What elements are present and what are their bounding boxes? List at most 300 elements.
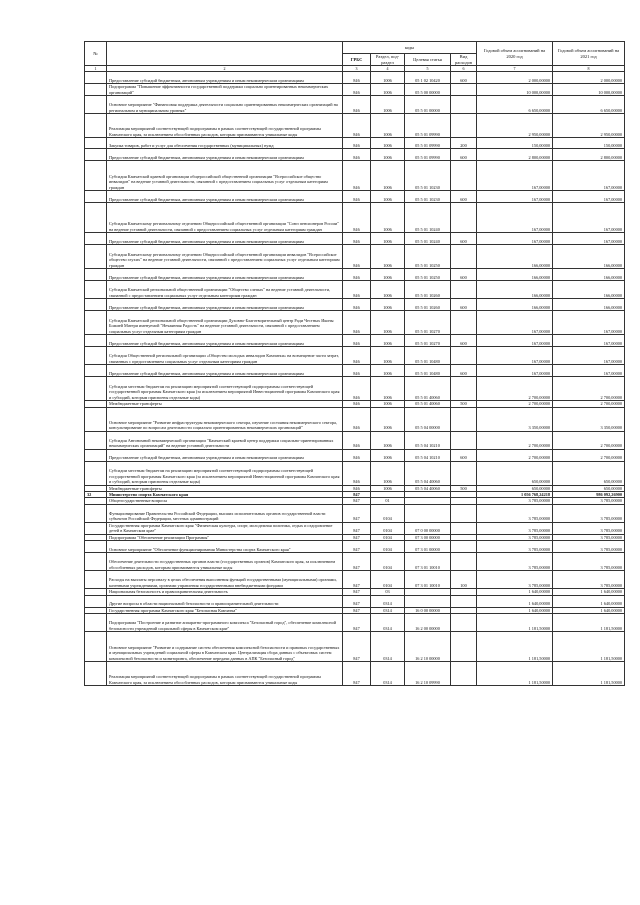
row-expense-type: 600: [451, 449, 477, 461]
table-row: [85, 84, 625, 96]
row-target-article: 05 5 01 10480: [405, 347, 451, 365]
table-row: [85, 614, 625, 632]
row-grbs: 847: [343, 632, 371, 662]
index-cell: 2: [107, 66, 343, 72]
row-amount-2020: 167,00000: [477, 335, 553, 347]
row-amount-2020: 167,00000: [477, 311, 553, 335]
row-name: Общегосударственные вопросы: [107, 498, 343, 504]
row-expense-type: [451, 84, 477, 96]
table-row: [85, 149, 625, 161]
header-vr: Вид расходов: [451, 54, 477, 66]
row-target-article: 05 5 01 09990: [405, 114, 451, 138]
row-expense-type: [451, 96, 477, 114]
row-grbs: 846: [343, 138, 371, 149]
row-target-article: 05 5 04 40060: [405, 461, 451, 485]
row-razdel: 1006: [371, 335, 405, 347]
row-number: [85, 407, 107, 431]
row-amount-2020: 3 785,00000: [477, 504, 553, 522]
row-amount-2021: 3 785,00000: [553, 553, 625, 571]
row-number: [85, 347, 107, 365]
row-number: [85, 138, 107, 149]
row-number: [85, 461, 107, 485]
row-razdel: 1006: [371, 461, 405, 485]
row-amount-2020: 1 640,00000: [477, 595, 553, 607]
row-number: [85, 299, 107, 311]
row-name: Обеспечение деятельности государственных органов власти (государственных органов) Камчатского края, за исключением обособленных расходов, которым присваиваются уникальные коды: [107, 553, 343, 571]
row-amount-2020: 2 700,00000: [477, 431, 553, 449]
table-row: [85, 365, 625, 377]
row-name: Субсидия Камчатской региональной общественной организации "Общество слепых" на ведение уставной деятельности, связанной с предоставлением социальных услуг отдельным категориям граждан: [107, 281, 343, 299]
row-target-article: 05 5 01 10250: [405, 245, 451, 269]
row-razdel: 1006: [371, 72, 405, 84]
row-number: [85, 377, 107, 401]
row-grbs: 846: [343, 461, 371, 485]
row-grbs: 846: [343, 347, 371, 365]
row-expense-type: 500: [451, 401, 477, 407]
row-expense-type: [451, 281, 477, 299]
row-amount-2020: 166,00000: [477, 269, 553, 281]
row-amount-2021: 2 000,00000: [553, 72, 625, 84]
row-grbs: 846: [343, 365, 371, 377]
row-number: [85, 114, 107, 138]
row-number: [85, 269, 107, 281]
row-amount-2021: 6 650,00000: [553, 96, 625, 114]
row-grbs: 846: [343, 449, 371, 461]
row-name: Субсидия Камчатскому региональному отделению Общероссийской общественной организации инвалидов "Всероссийское общество глухих" на ведение уставной деятельности, связанной с предоставлением социальных услуг отдельным категориям граждан: [107, 245, 343, 269]
row-target-article: 05 5 01 10240: [405, 203, 451, 233]
row-razdel: 1006: [371, 485, 405, 491]
row-amount-2020: 2 000,00000: [477, 72, 553, 84]
table-row: [85, 203, 625, 233]
row-razdel: 1006: [371, 407, 405, 431]
row-grbs: 846: [343, 335, 371, 347]
row-expense-type: [451, 595, 477, 607]
row-expense-type: [451, 377, 477, 401]
row-number: [85, 365, 107, 377]
row-razdel: 03: [371, 589, 405, 595]
header-grbs: ГРБС: [343, 54, 371, 66]
row-amount-2021: 986 092,26900: [553, 492, 625, 498]
row-expense-type: [451, 504, 477, 522]
row-number: [85, 571, 107, 589]
row-amount-2020: 2 700,00000: [477, 401, 553, 407]
row-amount-2020: 3 785,00000: [477, 498, 553, 504]
row-razdel: 01: [371, 498, 405, 504]
row-target-article: 05 5 01 09990: [405, 138, 451, 149]
row-expense-type: [451, 203, 477, 233]
row-amount-2021: 2 700,00000: [553, 401, 625, 407]
row-grbs: 847: [343, 662, 371, 686]
row-grbs: 846: [343, 407, 371, 431]
row-razdel: 1006: [371, 269, 405, 281]
row-number: [85, 72, 107, 84]
row-grbs: 846: [343, 233, 371, 245]
row-expense-type: [451, 461, 477, 485]
row-amount-2020: 1 181,50000: [477, 662, 553, 686]
table-row: [85, 114, 625, 138]
row-amount-2020: 3 785,00000: [477, 571, 553, 589]
row-target-article: 07 3 01 10010: [405, 553, 451, 571]
row-razdel: 1006: [371, 365, 405, 377]
row-razdel: 1006: [371, 245, 405, 269]
row-name: Субсидии местным бюджетам на реализацию мероприятий соответствующей подпрограммы соответствующей государственной программы Камчатского края (за исключением мероприятий Инвестиционной программы Камчатского края и субсидий, которым присвоены отдельные коды): [107, 377, 343, 401]
row-expense-type: [451, 553, 477, 571]
row-number: [85, 149, 107, 161]
index-cell: 6: [451, 66, 477, 72]
row-amount-2021: 1 640,00000: [553, 589, 625, 595]
row-expense-type: [451, 614, 477, 632]
table-row: [85, 233, 625, 245]
row-razdel: 0314: [371, 632, 405, 662]
table-row: [85, 161, 625, 191]
row-grbs: 847: [343, 553, 371, 571]
row-name: Министерство спорта Камчатского края: [107, 492, 343, 498]
row-number: [85, 203, 107, 233]
row-target-article: 07 0 00 00000: [405, 522, 451, 534]
row-grbs: 846: [343, 245, 371, 269]
row-name: Подпрограмма "Обеспечение реализации Программы": [107, 534, 343, 540]
row-expense-type: [451, 522, 477, 534]
row-name: Государственная программа Камчатского края "Физическая культура, спорт, молодежная политика, отдых и оздоровление детей в Камчатском крае": [107, 522, 343, 534]
row-grbs: 847: [343, 541, 371, 553]
row-amount-2020: 1 640,00000: [477, 607, 553, 613]
row-amount-2021: 2 800,00000: [553, 149, 625, 161]
index-cell: 1: [85, 66, 107, 72]
row-name: Основное мероприятие "Финансовая поддержка деятельности социально ориентированных некоммерческих организаций на региональном и муниципальном уровнях": [107, 96, 343, 114]
row-amount-2020: 1 056 768,24218: [477, 492, 553, 498]
row-number: [85, 595, 107, 607]
table-row: [85, 607, 625, 613]
row-expense-type: 600: [451, 269, 477, 281]
table-row: [85, 96, 625, 114]
table-row: [85, 492, 625, 498]
row-razdel: 1006: [371, 347, 405, 365]
row-amount-2021: 1 640,00000: [553, 607, 625, 613]
row-amount-2021: 3 785,00000: [553, 534, 625, 540]
row-razdel: 1006: [371, 233, 405, 245]
row-amount-2021: 2 700,00000: [553, 449, 625, 461]
row-number: [85, 281, 107, 299]
row-name: Межбюджетные трансферты: [107, 401, 343, 407]
row-expense-type: [451, 311, 477, 335]
row-razdel: 0314: [371, 595, 405, 607]
table-row: [85, 461, 625, 485]
row-amount-2020: 3 785,00000: [477, 541, 553, 553]
row-amount-2020: 2 800,00000: [477, 149, 553, 161]
row-amount-2021: 1 181,50000: [553, 614, 625, 632]
budget-table: [84, 41, 625, 686]
row-razdel: 1006: [371, 401, 405, 407]
row-name: Закупка товаров, работ и услуг для обеспечения государственных (муниципальных) нужд: [107, 138, 343, 149]
row-razdel: 0104: [371, 522, 405, 534]
row-expense-type: 600: [451, 299, 477, 311]
table-row: [85, 138, 625, 149]
row-amount-2021: 3 785,00000: [553, 504, 625, 522]
row-target-article: 07 3 00 00000: [405, 534, 451, 540]
row-grbs: 847: [343, 571, 371, 589]
row-name: Основное мероприятие "Развитие и содержание систем обеспечения комплексной безопасности и правовых государственных и муниципальных учреждений социальной сферы в Камчатском крае. Централизация сбора данных с объектовых систем комплексной безопасности и мониторинга, обеспечение передачи данных в АПК "Безопасный город": [107, 632, 343, 662]
row-razdel: 1006: [371, 281, 405, 299]
row-amount-2021: 650,00000: [553, 485, 625, 491]
table-row: [85, 522, 625, 534]
row-amount-2020: 2 700,00000: [477, 449, 553, 461]
row-number: [85, 632, 107, 662]
row-grbs: 846: [343, 84, 371, 96]
row-amount-2020: 167,00000: [477, 347, 553, 365]
row-grbs: 846: [343, 377, 371, 401]
row-amount-2020: 150,00000: [477, 138, 553, 149]
row-razdel: 1006: [371, 311, 405, 335]
row-name: Государственная программа Камчатского края "Безопасная Камчатка": [107, 607, 343, 613]
row-grbs: 847: [343, 522, 371, 534]
row-amount-2021: 3 785,00000: [553, 571, 625, 589]
row-name: Субсидия Общественной региональной организации «Общество молодых инвалидов Камчатки» на возмещение части затрат, связанных с предоставлением социальных услуг отдельным категориям граждан: [107, 347, 343, 365]
row-name: Субсидия Камчатской краевой организации общероссийской общественной организации "Всероссийское общество инвалидов" на ведение уставной деятельности, связанной с предоставлением социальных услуг отдельным категориям граждан: [107, 161, 343, 191]
index-cell: 5: [405, 66, 451, 72]
row-target-article: 16 2 10 00000: [405, 632, 451, 662]
row-number: [85, 662, 107, 686]
row-amount-2021: 3 350,00000: [553, 407, 625, 431]
table-row: [85, 632, 625, 662]
row-number: [85, 335, 107, 347]
row-amount-2020: 1 640,00000: [477, 589, 553, 595]
row-grbs: 846: [343, 431, 371, 449]
row-grbs: 847: [343, 504, 371, 522]
header-cs: Целевая статья: [405, 54, 451, 66]
index-cell: 7: [477, 66, 553, 72]
table-row: [85, 589, 625, 595]
row-grbs: 846: [343, 269, 371, 281]
row-number: [85, 522, 107, 534]
row-razdel: 1006: [371, 431, 405, 449]
row-grbs: 846: [343, 485, 371, 491]
row-target-article: 16 0 00 00000: [405, 607, 451, 613]
row-target-article: 05 1 02 10420: [405, 72, 451, 84]
row-number: [85, 311, 107, 335]
row-target-article: 16 2 10 09990: [405, 662, 451, 686]
row-name: Предоставление субсидий бюджетным, автономным учреждениям и иным некоммерческим организациям: [107, 365, 343, 377]
table-row: [85, 449, 625, 461]
row-amount-2021: 167,00000: [553, 365, 625, 377]
row-amount-2020: 6 650,00000: [477, 96, 553, 114]
row-amount-2021: 2 700,00000: [553, 377, 625, 401]
row-grbs: 846: [343, 401, 371, 407]
table-row: [85, 347, 625, 365]
row-target-article: 05 5 01 09990: [405, 149, 451, 161]
table-row: [85, 595, 625, 607]
index-cell: 3: [343, 66, 371, 72]
row-amount-2021: 167,00000: [553, 233, 625, 245]
row-amount-2020: 2 700,00000: [477, 377, 553, 401]
row-target-article: 05 5 01 10230: [405, 191, 451, 203]
row-target-article: 05 5 01 40060: [405, 377, 451, 401]
row-grbs: 847: [343, 498, 371, 504]
row-razdel: 0314: [371, 614, 405, 632]
row-amount-2021: 167,00000: [553, 191, 625, 203]
row-target-article: 07 3 01 00000: [405, 541, 451, 553]
row-number: [85, 504, 107, 522]
row-amount-2020: 3 785,00000: [477, 534, 553, 540]
row-grbs: 847: [343, 589, 371, 595]
row-name: Подпрограмма "Повышение эффективности государственной поддержки социально ориентированных некоммерческих организаций": [107, 84, 343, 96]
row-expense-type: 600: [451, 72, 477, 84]
row-amount-2021: 167,00000: [553, 335, 625, 347]
row-amount-2021: 10 000,00000: [553, 84, 625, 96]
row-amount-2021: 3 785,00000: [553, 522, 625, 534]
row-expense-type: 500: [451, 485, 477, 491]
row-expense-type: [451, 114, 477, 138]
row-amount-2021: 2 950,00000: [553, 114, 625, 138]
row-expense-type: 600: [451, 233, 477, 245]
row-expense-type: 100: [451, 571, 477, 589]
row-name: Предоставление субсидий бюджетным, автономным учреждениям и иным некоммерческим организациям: [107, 269, 343, 281]
table-row: [85, 191, 625, 203]
row-razdel: 1006: [371, 449, 405, 461]
row-expense-type: 600: [451, 149, 477, 161]
row-name: Межбюджетные трансферты: [107, 485, 343, 491]
row-grbs: 846: [343, 161, 371, 191]
row-amount-2021: 167,00000: [553, 161, 625, 191]
row-name: Функционирование Правительства Российской Федерации, высших исполнительных органов государственной власти субъектов Российской Федерации, местных администраций: [107, 504, 343, 522]
table-row: [85, 431, 625, 449]
table-row: [85, 269, 625, 281]
row-name: Субсидия Камчатскому региональному отделению Общероссийской общественной организации "Союз пенсионеров России" на ведение уставной деятельности, связанной с предоставлением социальных услуг отдельным категориям граждан: [107, 203, 343, 233]
row-amount-2020: 167,00000: [477, 161, 553, 191]
row-number: [85, 449, 107, 461]
row-name: Реализация мероприятий соответствующей подпрограммы в рамках соответствующей государственной программы Камчатского края, за исключением обособленных расходов, которым присваиваются уникальные коды: [107, 662, 343, 686]
row-amount-2021: 1 181,50000: [553, 662, 625, 686]
table-row: [85, 534, 625, 540]
row-name: Предоставление субсидий бюджетным, автономным учреждениям и иным некоммерческим организациям: [107, 149, 343, 161]
row-name: Субсидия Автономной некоммерческой организации "Камчатский краевой центр поддержки социально-ориентированных некоммерческих организаций" на ведение уставной деятельности: [107, 431, 343, 449]
row-expense-type: [451, 245, 477, 269]
header-codes: коды: [343, 42, 477, 54]
row-expense-type: 600: [451, 365, 477, 377]
row-amount-2020: 167,00000: [477, 365, 553, 377]
row-expense-type: [451, 662, 477, 686]
row-grbs: 846: [343, 149, 371, 161]
row-expense-type: 200: [451, 138, 477, 149]
row-expense-type: 600: [451, 191, 477, 203]
row-razdel: 1006: [371, 377, 405, 401]
row-name: Основное мероприятие "Развитие инфраструктуры некоммерческого сектора, изучение состояния некоммерческого сектора, консультирование по вопросам деятельности социально ориентированных некоммерческих организаций": [107, 407, 343, 431]
row-razdel: 1006: [371, 161, 405, 191]
row-amount-2020: 167,00000: [477, 191, 553, 203]
table-row: [85, 377, 625, 401]
row-name: Предоставление субсидий бюджетным, автономным учреждениям и иным некоммерческим организациям: [107, 299, 343, 311]
index-cell: 8: [553, 66, 625, 72]
row-amount-2020: 166,00000: [477, 299, 553, 311]
row-amount-2020: 166,00000: [477, 281, 553, 299]
row-amount-2020: 3 350,00000: [477, 407, 553, 431]
row-number: [85, 84, 107, 96]
row-target-article: 05 5 01 10240: [405, 233, 451, 245]
table-row: [85, 504, 625, 522]
row-target-article: 05 5 01 10230: [405, 161, 451, 191]
row-amount-2021: 3 785,00000: [553, 541, 625, 553]
row-number: [85, 96, 107, 114]
row-target-article: 05 5 01 10270: [405, 311, 451, 335]
row-razdel: 0314: [371, 662, 405, 686]
row-expense-type: 600: [451, 335, 477, 347]
row-razdel: 1006: [371, 84, 405, 96]
table-body: [85, 72, 625, 686]
row-expense-type: [451, 407, 477, 431]
row-grbs: 847: [343, 534, 371, 540]
row-razdel: 0104: [371, 534, 405, 540]
row-target-article: 16 2 00 00000: [405, 614, 451, 632]
table-row: [85, 498, 625, 504]
row-target-article: 05 5 04 10210: [405, 449, 451, 461]
row-amount-2021: 167,00000: [553, 203, 625, 233]
row-razdel: 1006: [371, 114, 405, 138]
row-amount-2021: 166,00000: [553, 281, 625, 299]
table-row: [85, 335, 625, 347]
row-name: Национальная безопасность и правоохранительная деятельность: [107, 589, 343, 595]
row-amount-2020: 167,00000: [477, 233, 553, 245]
row-amount-2020: 10 000,00000: [477, 84, 553, 96]
row-amount-2020: 650,00000: [477, 485, 553, 491]
row-razdel: 1006: [371, 96, 405, 114]
row-amount-2020: 3 785,00000: [477, 522, 553, 534]
row-name: Расходы на выплаты персоналу в целях обеспечения выполнения функций государственными (муниципальными) органами, казенными учреждениями, органами управления государственными внебюджетными фондами: [107, 571, 343, 589]
row-name: Предоставление субсидий бюджетным, автономным учреждениям и иным некоммерческим организациям: [107, 449, 343, 461]
row-name: Субсидии местным бюджетам на реализацию мероприятий соответствующей подпрограммы соответствующей государственной программы Камчатского края (за исключением мероприятий Инвестиционной программы Камчатского края и субсидий, которым присвоены отдельные коды): [107, 461, 343, 485]
row-amount-2020: 166,00000: [477, 245, 553, 269]
row-amount-2021: 167,00000: [553, 311, 625, 335]
row-name: Основное мероприятие "Обеспечение функционирования Министерства спорта Камчатского края": [107, 541, 343, 553]
row-expense-type: [451, 431, 477, 449]
row-target-article: 05 5 01 10480: [405, 365, 451, 377]
row-grbs: 846: [343, 191, 371, 203]
row-expense-type: [451, 541, 477, 553]
row-target-article: 05 5 00 00000: [405, 84, 451, 96]
row-number: [85, 245, 107, 269]
row-amount-2020: 1 181,50000: [477, 614, 553, 632]
row-target-article: [405, 595, 451, 607]
row-target-article: 05 5 04 00000: [405, 407, 451, 431]
row-grbs: 846: [343, 299, 371, 311]
row-grbs: 847: [343, 607, 371, 613]
row-name: Предоставление субсидий бюджетным, автономным учреждениям и иным некоммерческим организациям: [107, 233, 343, 245]
row-number: [85, 553, 107, 571]
row-number: [85, 431, 107, 449]
table-row: [85, 281, 625, 299]
row-target-article: 05 5 04 40060: [405, 485, 451, 491]
row-target-article: 05 5 01 10260: [405, 281, 451, 299]
row-grbs: 846: [343, 72, 371, 84]
row-expense-type: [451, 632, 477, 662]
table-row: [85, 407, 625, 431]
row-target-article: [405, 504, 451, 522]
row-razdel: 0104: [371, 553, 405, 571]
row-target-article: 05 5 04 10210: [405, 431, 451, 449]
row-target-article: 05 5 01 00000: [405, 96, 451, 114]
row-number: [85, 191, 107, 203]
row-grbs: 846: [343, 114, 371, 138]
index-cell: 4: [371, 66, 405, 72]
row-grbs: 847: [343, 492, 371, 498]
row-amount-2021: 650,00000: [553, 461, 625, 485]
row-razdel: 1006: [371, 138, 405, 149]
row-name: Предоставление субсидий бюджетным, автономным учреждениям и иным некоммерческим организациям: [107, 335, 343, 347]
table-row: [85, 571, 625, 589]
row-grbs: 846: [343, 281, 371, 299]
row-razdel: 0104: [371, 504, 405, 522]
row-razdel: 1006: [371, 149, 405, 161]
budget-table-sheet: [84, 41, 624, 686]
row-number: [85, 161, 107, 191]
